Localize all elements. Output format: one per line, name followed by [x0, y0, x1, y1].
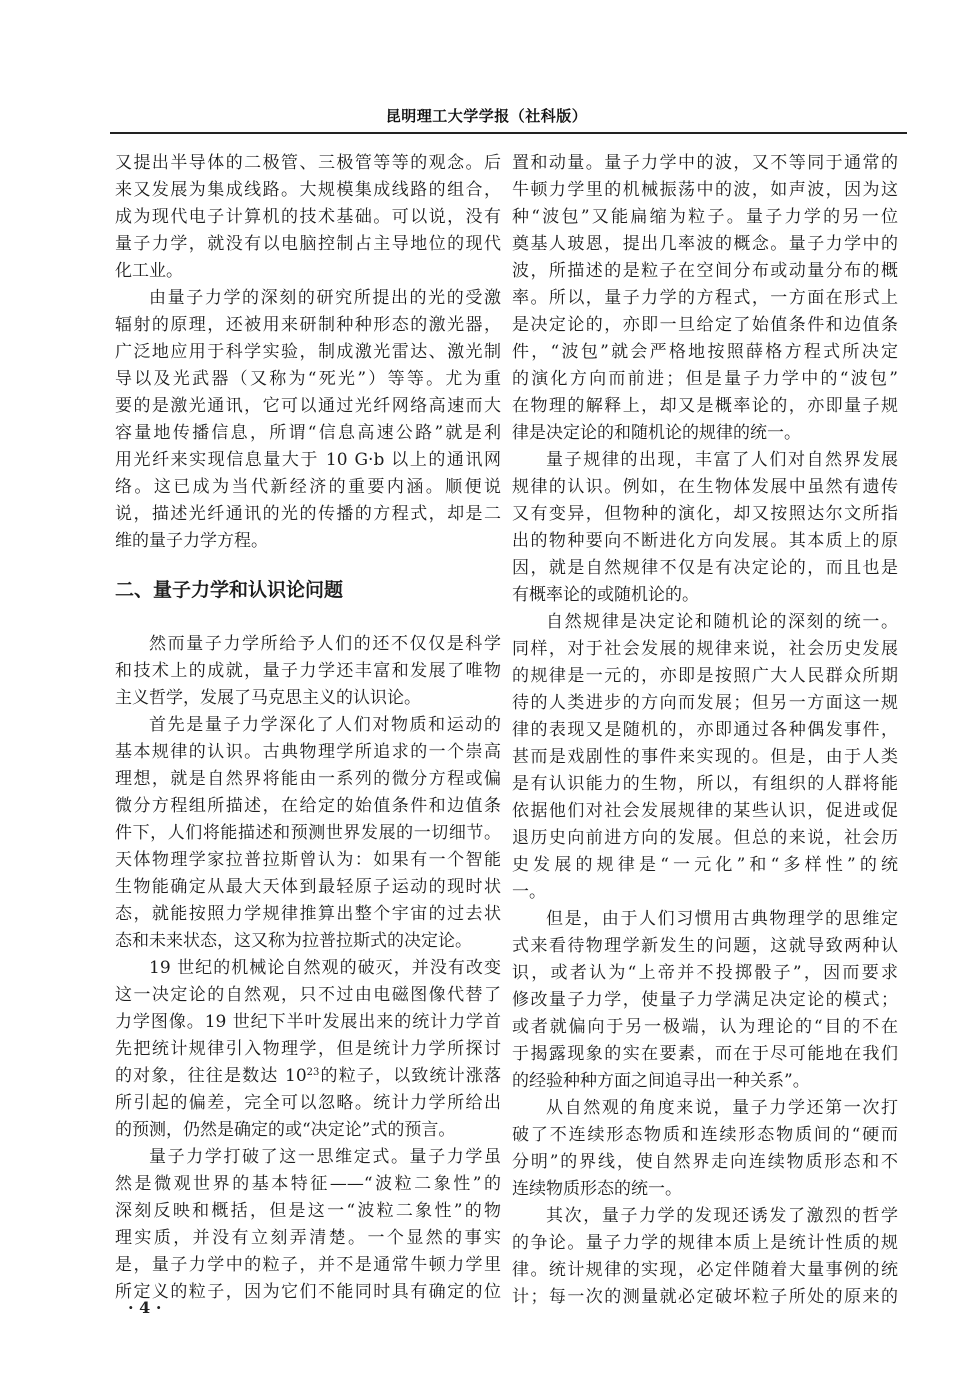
text-line: 成为现代电子计算机的技术基础。可以说，没有 [115, 207, 501, 227]
text-line: 种“波包”又能扁缩为粒子。量子力学的另一位 [512, 207, 898, 227]
text-line: 在物理的解释上，却又是概率论的，亦即量子规 [512, 396, 898, 416]
text-line: 但是，由于人们习惯用古典物理学的思维定 [546, 909, 898, 929]
text-line: 量子力学，就没有以电脑控制占主导地位的现代 [115, 234, 501, 254]
text-line: 是，量子力学中的粒子，并不是通常牛顿力学里 [115, 1255, 501, 1275]
text-fragment: 的对象，往往是数达 10 [115, 1066, 307, 1086]
text-line: 天体物理学家拉普拉斯曾认为：如果有一个智能 [115, 850, 501, 870]
text-line: 用光纤来实现信息量大于 10 G·b 以上的通讯网 [115, 450, 501, 470]
text-line [115, 1063, 501, 1090]
text-line: 态，就能按照力学规律推算出整个宇宙的过去状 [115, 904, 501, 924]
text-line: 化工业。 [115, 261, 183, 281]
text-line: 律的表现又是随机的，亦即通过各种偶发事件， [512, 720, 898, 740]
text-line: 自然规律是决定论和随机论的深刻的统一。 [546, 612, 898, 632]
text-line: 又提出半导体的二极管、三极管等等的观念。后 [115, 153, 501, 173]
text-line: 波，所描述的是粒子在空间分布或动量分布的概 [512, 261, 898, 281]
text-line: 于揭露现象的实在要素，而在于尽可能地在我们 [512, 1044, 898, 1064]
text-line: 的预测，仍然是确定的或“决定论”式的预言。 [115, 1120, 456, 1140]
section-heading: 二、量子力学和认识论问题 [115, 579, 344, 601]
text-line: 微分方程组所描述，在给定的始值条件和边值条 [115, 796, 501, 816]
text-line: 要的是激光通讯，它可以通过光纤网络高速而大 [115, 396, 501, 416]
text-line: 生物能确定从最大天体到最轻原子运动的现时状 [115, 877, 501, 897]
text-line: 分明”的界线，使自然界走向连续物质形态和不 [512, 1152, 898, 1172]
text-line: 导以及光武器（又称为“死光”）等等。尤为重 [115, 369, 501, 389]
text-line: 件，“波包”就会严格地按照薛格方程式所决定 [512, 342, 898, 362]
text-line: 力学图像。19 世纪下半叶发展出来的统计力学首 [115, 1012, 501, 1032]
text-line: 有概率论的或随机论的。 [512, 585, 699, 605]
text-line: 规律的认识。例如，在生物体发展中虽然有遗传 [512, 477, 898, 497]
text-line: 理想，就是自然界将能由一系列的微分方程或偏 [115, 769, 501, 789]
text-line: 退历史向前进方向的发展。但总的来说，社会历 [512, 828, 898, 848]
text-line: 来又发展为集成线路。大规模集成线路的组合， [115, 180, 501, 200]
text-line: 的争论。量子力学的规律本质上是统计性质的规 [512, 1233, 898, 1253]
text-line: 辐射的原理，还被用来研制种种形态的激光器， [115, 315, 501, 335]
text-line: 基本规律的认识。古典物理学所追求的一个崇高 [115, 742, 501, 762]
text-line: 和技术上的成就，量子力学还丰富和发展了唯物 [115, 661, 501, 681]
text-line: 奠基人玻恩，提出几率波的概念。量子力学中的 [512, 234, 898, 254]
text-line: 置和动量。量子力学中的波，又不等同于通常的 [512, 153, 898, 173]
text-line: 一。 [512, 882, 546, 902]
text-line: 理实质，并没有立刻弄清楚。一个显然的事实 [115, 1228, 501, 1248]
text-line: 史发展的规律是“一元化”和“多样性”的统 [512, 855, 898, 875]
text-line: 修改量子力学，使量子力学满足决定论的模式； [512, 990, 898, 1010]
text-line: 计；每一次的测量就必定破坏粒子所处的原来的 [512, 1287, 898, 1307]
text-line: 然而量子力学所给予人们的还不仅仅是科学 [149, 634, 501, 654]
text-line: 率。所以，量子力学的方程式，一方面在形式上 [512, 288, 898, 308]
text-line: 这一决定论的自然观，只不过由电磁图像代替了 [115, 985, 501, 1005]
text-line: 是有认识能力的生物，所以，有组织的人群将能 [512, 774, 898, 794]
text-line: 出的物种要向不断进化方向发展。其本质上的原 [512, 531, 898, 551]
page-number: · 4 · [128, 1298, 162, 1317]
text-line: 或者就偏向于另一极端，认为理论的“目的不在 [512, 1017, 898, 1037]
text-line: 先把统计规律引入物理学，但是统计力学所探讨 [115, 1039, 501, 1059]
text-line: 维的量子力学方程。 [115, 531, 268, 551]
text-line: 络。这已成为当代新经济的重要内涵。顺便说 [115, 477, 501, 497]
text-line: 的规律是一元的，亦即是按照广大人民群众所期 [512, 666, 898, 686]
text-line: 式来看待物理学新发生的问题，这就导致两种认 [512, 936, 898, 956]
left-text-column [115, 150, 501, 1306]
text-line: 主义哲学，发展了马克思主义的认识论。 [115, 688, 421, 708]
text-line: 连续物质形态的统一。 [512, 1179, 682, 1199]
spacer [115, 604, 501, 631]
text-line: 是决定论的，亦即一旦给定了始值条件和边值条 [512, 315, 898, 335]
text-line: 同样，对于社会发展的规律来说，社会历史发展 [512, 639, 898, 659]
text-line: 甚而是戏剧性的事件来实现的。但是，由于人类 [512, 747, 898, 767]
text-line: 所引起的偏差，完全可以忽略。统计力学所给出 [115, 1093, 501, 1113]
right-text-column [512, 150, 898, 1311]
text-line: 件下，人们将能描述和预测世界发展的一切细节。 [115, 823, 501, 843]
text-line: 的演化方向而前进；但是量子力学中的“波包” [512, 369, 898, 389]
text-line: 的经验种种方面之间追寻出一种关系”。 [512, 1071, 810, 1091]
text-line: 律。统计规律的实现，必定伴随着大量事例的统 [512, 1260, 898, 1280]
text-line: 依据他们对社会发展规律的某些认识，促进或促 [512, 801, 898, 821]
text-line: 19 世纪的机械论自然观的破灭，并没有改变 [149, 958, 501, 978]
text-line: 量子规律的出现，丰富了人们对自然界发展 [546, 450, 898, 470]
text-line: 态和未来状态，这又称为拉普拉斯式的决定论。 [115, 931, 472, 951]
text-line: 其次，量子力学的发现还诱发了激烈的哲学 [546, 1206, 898, 1226]
text-line: 又有变异，但物种的演化，却又按照达尔文所指 [512, 504, 898, 524]
text-line: 然是微观世界的基本特征——“波粒二象性”的 [115, 1174, 501, 1194]
text-line: 识，或者认为“上帝并不投掷骰子”，因而要求 [512, 963, 898, 983]
text-line: 量子力学打破了这一思维定式。量子力学虽 [149, 1147, 501, 1167]
superscript-exponent: 23 [306, 1067, 320, 1078]
text-line: 说，描述光纤通讯的光的传播的方程式，却是二 [115, 504, 501, 524]
text-line: 首先是量子力学深化了人们对物质和运动的 [149, 715, 501, 735]
text-line: 律是决定论的和随机论的规律的统一。 [512, 423, 801, 443]
text-line: 所定义的粒子，因为它们不能同时具有确定的位 [115, 1282, 501, 1302]
text-line: 深刻反映和概括，但是这一“波粒二象性”的物 [115, 1201, 501, 1221]
text-line: 牛顿力学里的机械振荡中的波，如声波，因为这 [512, 180, 898, 200]
spacer [115, 555, 501, 577]
text-fragment: 的粒子，以致统计涨落 [319, 1066, 501, 1086]
header-rule [110, 132, 907, 134]
text-line: 待的人类进步的方向而发展；但另一方面这一规 [512, 693, 898, 713]
text-line: 由量子力学的深刻的研究所提出的光的受激 [149, 288, 501, 308]
text-line: 广泛地应用于科学实验，制成激光雷达、激光制 [115, 342, 501, 362]
text-line: 从自然观的角度来说，量子力学还第一次打 [546, 1098, 898, 1118]
journal-running-header: 昆明理工大学学报（社科版） [385, 107, 588, 125]
text-line: 容量地传播信息，所谓“信息高速公路”就是利 [115, 423, 501, 443]
text-line: 因，就是自然规律不仅是有决定论的，而且也是 [512, 558, 898, 578]
text-line: 破了不连续形态物质和连续形态物质间的“硬而 [512, 1125, 898, 1145]
